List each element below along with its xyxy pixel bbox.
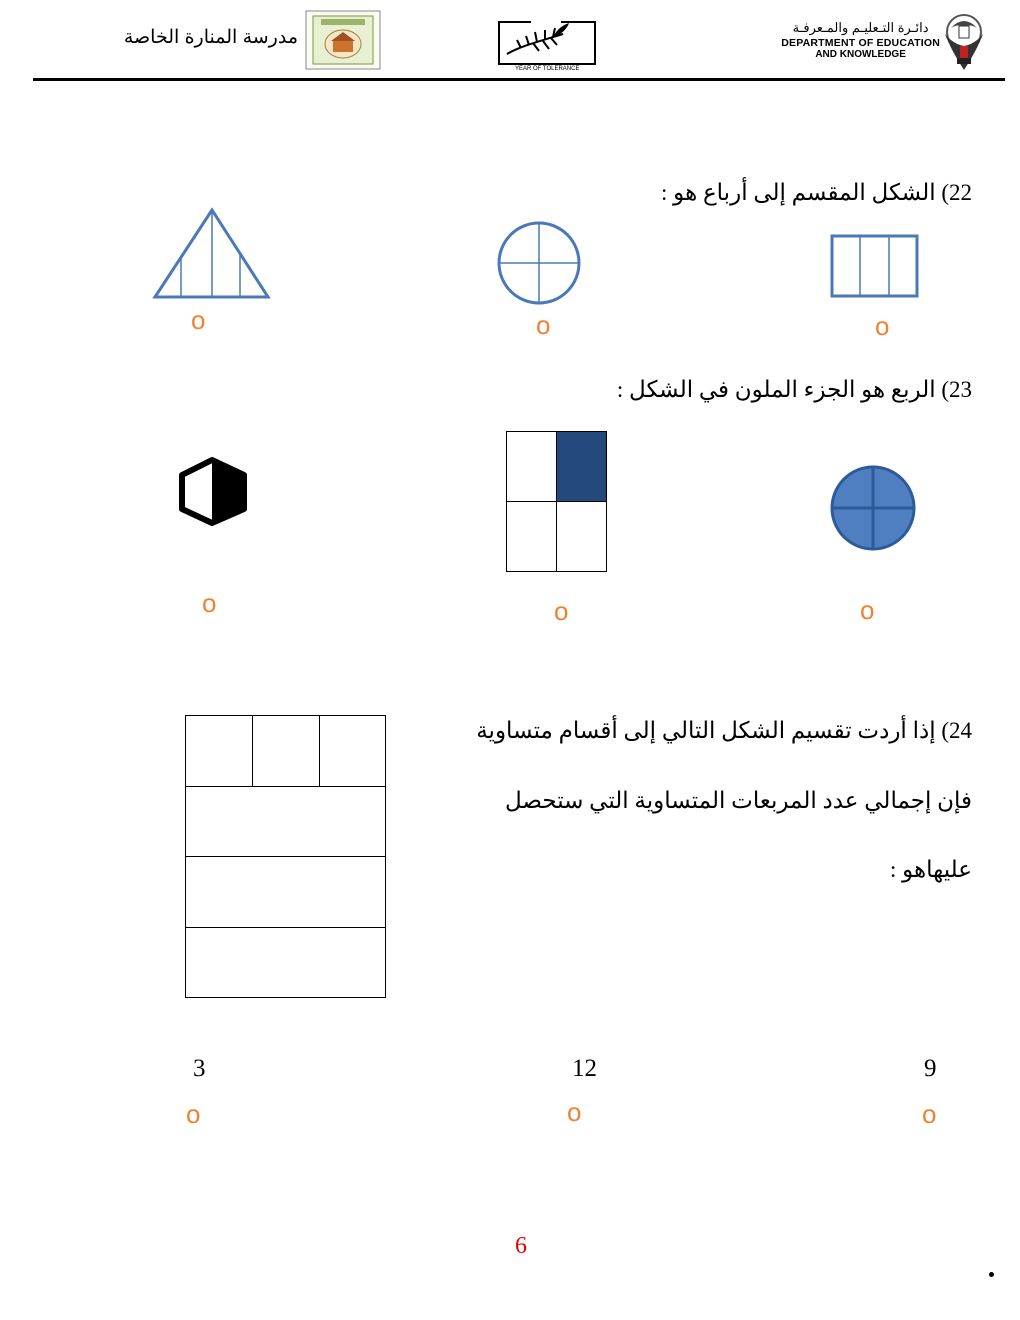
question-22-text: 22) الشكل المقسم إلى أرباع هو : xyxy=(661,180,972,205)
answer-option-12: 12 xyxy=(572,1055,597,1082)
abu-dhabi-emblem xyxy=(941,10,987,76)
department-name-ar: دائـرة التـعليـم والمـعرفـة xyxy=(792,20,929,35)
page-number: 6 xyxy=(515,1233,527,1259)
hexagon-half-shaded-shape xyxy=(176,455,250,529)
department-name-en-line2: AND KNOWLEDGE xyxy=(815,49,906,60)
header-rule xyxy=(33,78,1005,81)
answer-option-9: 9 xyxy=(924,1055,937,1082)
choice-q22-triangle[interactable]: o xyxy=(191,305,206,335)
school-name: مدرسة المنارة الخاصة xyxy=(123,27,298,48)
question-23-text: 23) الربع هو الجزء الملون في الشكل : xyxy=(616,377,972,402)
choice-q22-rectangle[interactable]: o xyxy=(875,311,890,341)
choice-q24-12[interactable]: o xyxy=(567,1097,582,1127)
footer-dot xyxy=(989,1272,994,1277)
department-name-en-line1: DEPARTMENT OF EDUCATION xyxy=(781,37,940,49)
triangle-shape xyxy=(150,205,274,301)
question-24-line-3: عليهاهو : xyxy=(889,857,972,882)
school-logo xyxy=(305,10,381,70)
question-24-line-2: فإن إجمالي عدد المربعات المتساوية التي ستحصل xyxy=(505,788,972,813)
question-24-line-1: 24) إذا أردت تقسيم الشكل التالي إلى أقسام متساوية xyxy=(476,718,972,743)
choice-q22-circle[interactable]: o xyxy=(536,310,551,340)
circle-filled-quarters-shape xyxy=(829,464,919,554)
divided-rectangle-figure xyxy=(184,714,388,1000)
choice-q23-grid[interactable]: o xyxy=(554,596,569,626)
answer-option-3: 3 xyxy=(193,1055,206,1082)
square-grid-quarter-shaded-shape xyxy=(505,430,609,574)
tolerance-text: YEAR OF TOLERANCE xyxy=(515,66,580,72)
choice-q23-circle[interactable]: o xyxy=(860,595,875,625)
circle-quarters-shape xyxy=(494,219,584,307)
choice-q24-3[interactable]: o xyxy=(186,1099,201,1129)
rectangle-thirds-shape xyxy=(829,233,921,299)
choice-q23-hexagon[interactable]: o xyxy=(202,588,217,618)
department-name xyxy=(781,20,940,60)
choice-q24-9[interactable]: o xyxy=(922,1099,937,1129)
